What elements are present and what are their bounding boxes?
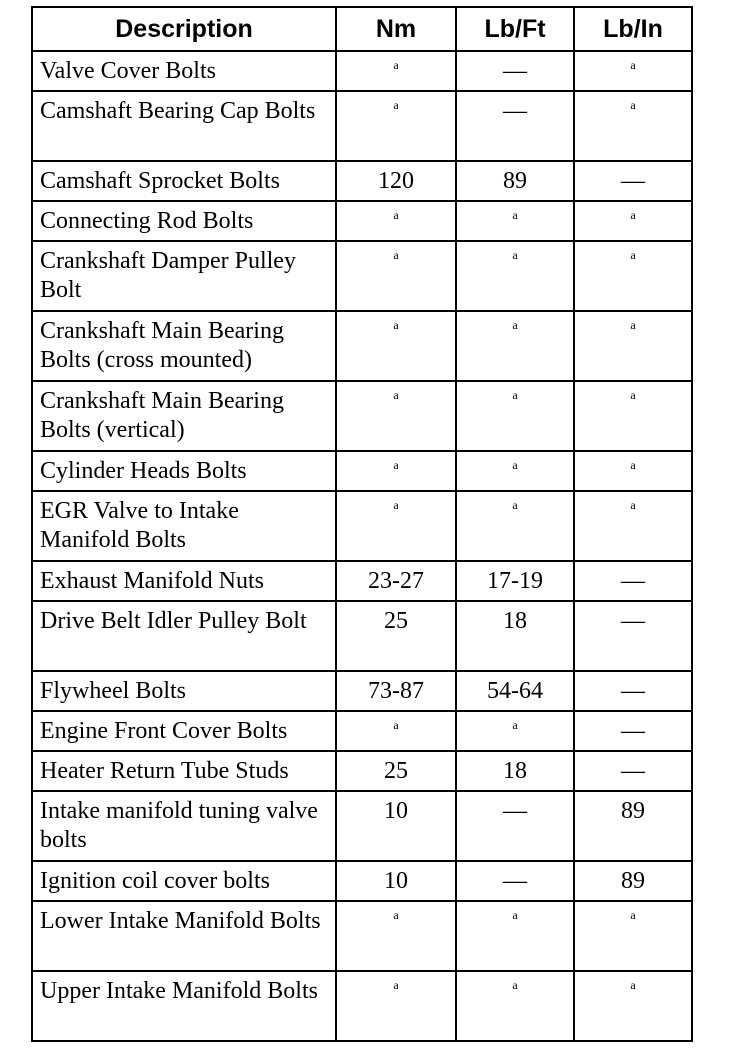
row-description: Cylinder Heads Bolts xyxy=(32,451,336,491)
lbin-value-text: a xyxy=(630,58,636,72)
row-lbin-value xyxy=(574,51,692,91)
row-description: Connecting Rod Bolts xyxy=(32,201,336,241)
row-nm-value xyxy=(336,381,456,451)
row-lbft-value xyxy=(456,901,574,971)
nm-value-text: 23-27 xyxy=(368,568,424,594)
row-lbin-value xyxy=(574,601,692,671)
row-lbin-value xyxy=(574,201,692,241)
lbft-value-text: — xyxy=(503,868,527,894)
lbft-value-text: — xyxy=(503,98,527,124)
torque-spec-table xyxy=(31,6,693,1042)
lbin-value-text: — xyxy=(621,718,645,744)
lbin-value-text: a xyxy=(630,248,636,262)
header-row xyxy=(32,7,692,51)
row-nm-value xyxy=(336,241,456,311)
row-lbin-value xyxy=(574,161,692,201)
lbin-value-text: — xyxy=(621,608,645,634)
lbin-value-text: a xyxy=(630,458,636,472)
table-row xyxy=(32,241,692,311)
row-lbin-value xyxy=(574,491,692,561)
row-description: Crankshaft Main Bearing Bolts (vertical) xyxy=(32,381,336,451)
row-nm-value xyxy=(336,51,456,91)
row-nm-value xyxy=(336,561,456,601)
row-nm-value xyxy=(336,201,456,241)
table-row xyxy=(32,161,692,201)
row-lbft-value xyxy=(456,711,574,751)
lbft-value-text: 17-19 xyxy=(487,568,543,594)
row-description: Intake manifold tuning valve bolts xyxy=(32,791,336,861)
lbft-value-text: a xyxy=(512,718,518,732)
row-lbin-value xyxy=(574,711,692,751)
row-nm-value xyxy=(336,751,456,791)
lbft-value-text: a xyxy=(512,498,518,512)
lbft-value-text: a xyxy=(512,318,518,332)
row-lbft-value xyxy=(456,161,574,201)
row-lbin-value xyxy=(574,971,692,1041)
lbft-value-text: a xyxy=(512,978,518,992)
lbft-value-text: a xyxy=(512,908,518,922)
row-lbin-value xyxy=(574,861,692,901)
row-lbft-value xyxy=(456,791,574,861)
lbft-value-text: a xyxy=(512,208,518,222)
row-description: EGR Valve to Intake Manifold Bolts xyxy=(32,491,336,561)
table-row xyxy=(32,861,692,901)
lbin-value-text: a xyxy=(630,318,636,332)
table-body xyxy=(32,51,692,1041)
header-nm: Nm xyxy=(336,7,456,51)
lbft-value-text: 18 xyxy=(503,758,527,784)
table-row xyxy=(32,51,692,91)
row-description: Lower Intake Manifold Bolts xyxy=(32,901,336,971)
row-lbin-value xyxy=(574,671,692,711)
row-description: Valve Cover Bolts xyxy=(32,51,336,91)
header-lbin: Lb/In xyxy=(574,7,692,51)
row-lbft-value xyxy=(456,201,574,241)
nm-value-text: a xyxy=(393,458,399,472)
lbft-value-text: 54-64 xyxy=(487,678,543,704)
lbin-value-text: a xyxy=(630,498,636,512)
lbin-value-text: a xyxy=(630,208,636,222)
row-nm-value xyxy=(336,91,456,161)
row-lbft-value xyxy=(456,861,574,901)
row-lbin-value xyxy=(574,311,692,381)
row-lbft-value xyxy=(456,311,574,381)
row-lbin-value xyxy=(574,901,692,971)
nm-value-text: a xyxy=(393,248,399,262)
table-row xyxy=(32,451,692,491)
row-nm-value xyxy=(336,311,456,381)
nm-value-text: a xyxy=(393,388,399,402)
lbft-value-text: a xyxy=(512,388,518,402)
nm-value-text: a xyxy=(393,498,399,512)
lbin-value-text: — xyxy=(621,758,645,784)
row-lbin-value xyxy=(574,751,692,791)
lbft-value-text: a xyxy=(512,248,518,262)
nm-value-text: a xyxy=(393,318,399,332)
nm-value-text: a xyxy=(393,208,399,222)
table-row xyxy=(32,711,692,751)
row-lbft-value xyxy=(456,381,574,451)
row-nm-value xyxy=(336,711,456,751)
row-lbin-value xyxy=(574,561,692,601)
row-nm-value xyxy=(336,601,456,671)
row-lbft-value xyxy=(456,91,574,161)
row-description: Upper Intake Manifold Bolts xyxy=(32,971,336,1041)
table-row xyxy=(32,201,692,241)
row-nm-value xyxy=(336,971,456,1041)
table-row xyxy=(32,491,692,561)
table-row xyxy=(32,601,692,671)
row-nm-value xyxy=(336,451,456,491)
row-lbin-value xyxy=(574,451,692,491)
row-description: Crankshaft Main Bearing Bolts (cross mounted) xyxy=(32,311,336,381)
row-lbft-value xyxy=(456,241,574,311)
nm-value-text: a xyxy=(393,718,399,732)
row-nm-value xyxy=(336,861,456,901)
table-row xyxy=(32,751,692,791)
nm-value-text: a xyxy=(393,58,399,72)
lbin-value-text: — xyxy=(621,678,645,704)
table-row xyxy=(32,311,692,381)
nm-value-text: 25 xyxy=(384,608,408,634)
row-description: Ignition coil cover bolts xyxy=(32,861,336,901)
lbft-value-text: 89 xyxy=(503,168,527,194)
lbin-value-text: a xyxy=(630,98,636,112)
row-lbft-value xyxy=(456,491,574,561)
row-lbft-value xyxy=(456,601,574,671)
nm-value-text: 120 xyxy=(378,168,414,194)
row-nm-value xyxy=(336,671,456,711)
nm-value-text: 10 xyxy=(384,798,408,824)
row-nm-value xyxy=(336,901,456,971)
row-description: Flywheel Bolts xyxy=(32,671,336,711)
header-lbft: Lb/Ft xyxy=(456,7,574,51)
header-description: Description xyxy=(32,7,336,51)
lbin-value-text: — xyxy=(621,568,645,594)
lbin-value-text: — xyxy=(621,168,645,194)
row-lbin-value xyxy=(574,241,692,311)
table-row xyxy=(32,791,692,861)
nm-value-text: 73-87 xyxy=(368,678,424,704)
row-lbin-value xyxy=(574,91,692,161)
nm-value-text: 10 xyxy=(384,868,408,894)
nm-value-text: a xyxy=(393,98,399,112)
table-row xyxy=(32,971,692,1041)
row-nm-value xyxy=(336,791,456,861)
lbin-value-text: 89 xyxy=(621,868,645,894)
row-lbft-value xyxy=(456,451,574,491)
row-description: Drive Belt Idler Pulley Bolt xyxy=(32,601,336,671)
table-row xyxy=(32,901,692,971)
row-lbft-value xyxy=(456,51,574,91)
nm-value-text: 25 xyxy=(384,758,408,784)
table-row xyxy=(32,91,692,161)
row-lbft-value xyxy=(456,971,574,1041)
lbin-value-text: 89 xyxy=(621,798,645,824)
lbft-value-text: — xyxy=(503,58,527,84)
row-lbft-value xyxy=(456,751,574,791)
lbin-value-text: a xyxy=(630,978,636,992)
row-description: Engine Front Cover Bolts xyxy=(32,711,336,751)
row-description: Heater Return Tube Studs xyxy=(32,751,336,791)
lbin-value-text: a xyxy=(630,908,636,922)
row-description: Exhaust Manifold Nuts xyxy=(32,561,336,601)
row-lbft-value xyxy=(456,561,574,601)
lbft-value-text: a xyxy=(512,458,518,472)
row-description: Camshaft Sprocket Bolts xyxy=(32,161,336,201)
row-description: Crankshaft Damper Pulley Bolt xyxy=(32,241,336,311)
lbft-value-text: — xyxy=(503,798,527,824)
row-nm-value xyxy=(336,161,456,201)
lbin-value-text: a xyxy=(630,388,636,402)
nm-value-text: a xyxy=(393,908,399,922)
table-row xyxy=(32,671,692,711)
row-nm-value xyxy=(336,491,456,561)
row-description: Camshaft Bearing Cap Bolts xyxy=(32,91,336,161)
row-lbin-value xyxy=(574,791,692,861)
nm-value-text: a xyxy=(393,978,399,992)
table-row xyxy=(32,381,692,451)
lbft-value-text: 18 xyxy=(503,608,527,634)
row-lbft-value xyxy=(456,671,574,711)
row-lbin-value xyxy=(574,381,692,451)
table-row xyxy=(32,561,692,601)
